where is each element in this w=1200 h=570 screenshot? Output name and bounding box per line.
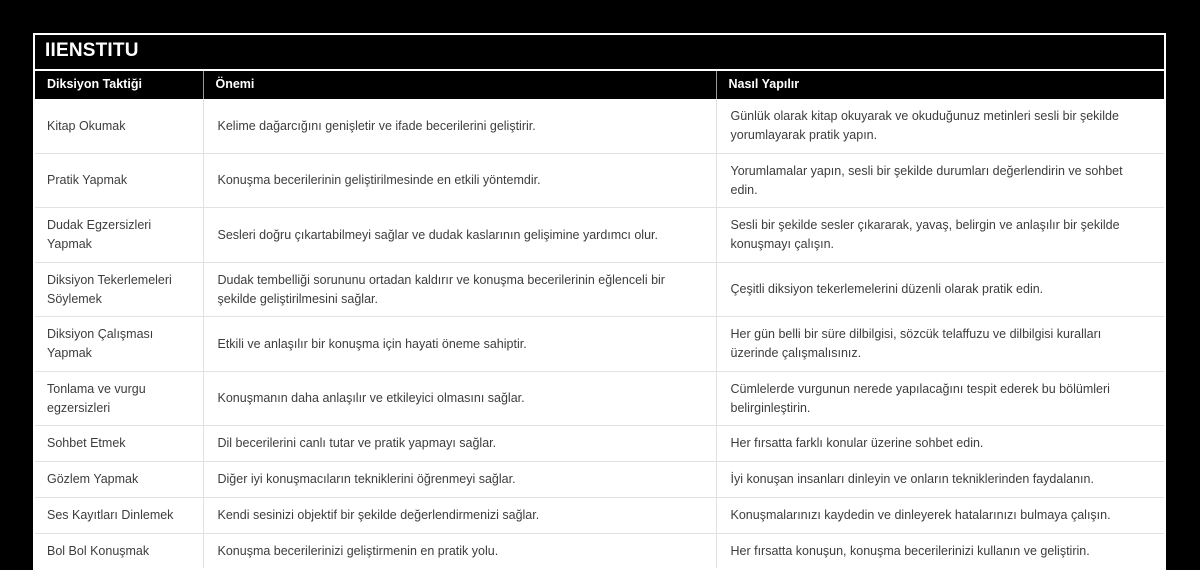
cell-importance: Etkili ve anlaşılır bir konuşma için hayati öneme sahiptir. [203, 317, 716, 372]
cell-how: Konuşmalarınızı kaydedin ve dinleyerek hatalarınızı bulmaya çalışın. [716, 497, 1164, 533]
cell-tactic: Ses Kayıtları Dinlemek [35, 497, 203, 533]
cell-tactic: Bol Bol Konuşmak [35, 533, 203, 568]
cell-tactic: Gözlem Yapmak [35, 462, 203, 498]
cell-tactic: Dudak Egzersizleri Yapmak [35, 208, 203, 263]
cell-importance: Dil becerilerini canlı tutar ve pratik yapmayı sağlar. [203, 426, 716, 462]
table-row [35, 99, 1164, 153]
cell-how: Çeşitli diksiyon tekerlemelerini düzenli olarak pratik edin. [716, 262, 1164, 317]
cell-importance: Konuşma becerilerinizi geliştirmenin en pratik yolu. [203, 533, 716, 568]
cell-tactic: Diksiyon Çalışması Yapmak [35, 317, 203, 372]
cell-how: İyi konuşan insanları dinleyin ve onların tekniklerinden faydalanın. [716, 462, 1164, 498]
table-row [35, 208, 1164, 263]
diction-table [35, 71, 1164, 569]
cell-how: Her fırsatta farklı konular üzerine sohbet edin. [716, 426, 1164, 462]
table-row [35, 371, 1164, 426]
table-row [35, 426, 1164, 462]
page-title: IIENSTITU [35, 35, 1164, 71]
table-card [33, 33, 1166, 570]
cell-how: Yorumlamalar yapın, sesli bir şekilde durumları değerlendirin ve sohbet edin. [716, 153, 1164, 208]
table-row [35, 153, 1164, 208]
cell-tactic: Kitap Okumak [35, 99, 203, 153]
cell-how: Her gün belli bir süre dilbilgisi, sözcük telaffuzu ve dilbilgisi kuralları üzerinde çalışmalısınız. [716, 317, 1164, 372]
cell-importance: Sesleri doğru çıkartabilmeyi sağlar ve dudak kaslarının gelişimine yardımcı olur. [203, 208, 716, 263]
cell-importance: Kendi sesinizi objektif bir şekilde değerlendirmenizi sağlar. [203, 497, 716, 533]
cell-tactic: Pratik Yapmak [35, 153, 203, 208]
cell-how: Cümlelerde vurgunun nerede yapılacağını tespit ederek bu bölümleri belirginleştirin. [716, 371, 1164, 426]
cell-importance: Diğer iyi konuşmacıların tekniklerini öğrenmeyi sağlar. [203, 462, 716, 498]
cell-importance: Kelime dağarcığını genişletir ve ifade becerilerini geliştirir. [203, 99, 716, 153]
cell-how: Her fırsatta konuşun, konuşma becerilerinizi kullanın ve geliştirin. [716, 533, 1164, 568]
cell-importance: Konuşma becerilerinin geliştirilmesinde en etkili yöntemdir. [203, 153, 716, 208]
column-header-importance: Önemi [203, 71, 716, 100]
table-row [35, 317, 1164, 372]
cell-importance: Konuşmanın daha anlaşılır ve etkileyici olmasını sağlar. [203, 371, 716, 426]
column-header-how: Nasıl Yapılır [716, 71, 1164, 100]
cell-tactic: Sohbet Etmek [35, 426, 203, 462]
column-header-tactic: Diksiyon Taktiği [35, 71, 203, 100]
table-header [35, 71, 1164, 100]
cell-importance: Dudak tembelliği sorununu ortadan kaldırır ve konuşma becerilerinin eğlenceli bir şekilde geliştirilmesini sağlar. [203, 262, 716, 317]
cell-tactic: Diksiyon Tekerlemeleri Söylemek [35, 262, 203, 317]
cell-how: Sesli bir şekilde sesler çıkararak, yavaş, belirgin ve anlaşılır bir şekilde konuşmayı çalışın. [716, 208, 1164, 263]
table-body [35, 99, 1164, 568]
table-row [35, 497, 1164, 533]
table-row [35, 262, 1164, 317]
table-row [35, 462, 1164, 498]
cell-tactic: Tonlama ve vurgu egzersizleri [35, 371, 203, 426]
cell-how: Günlük olarak kitap okuyarak ve okuduğunuz metinleri sesli bir şekilde yorumlayarak pratik yapın. [716, 99, 1164, 153]
table-row [35, 533, 1164, 568]
